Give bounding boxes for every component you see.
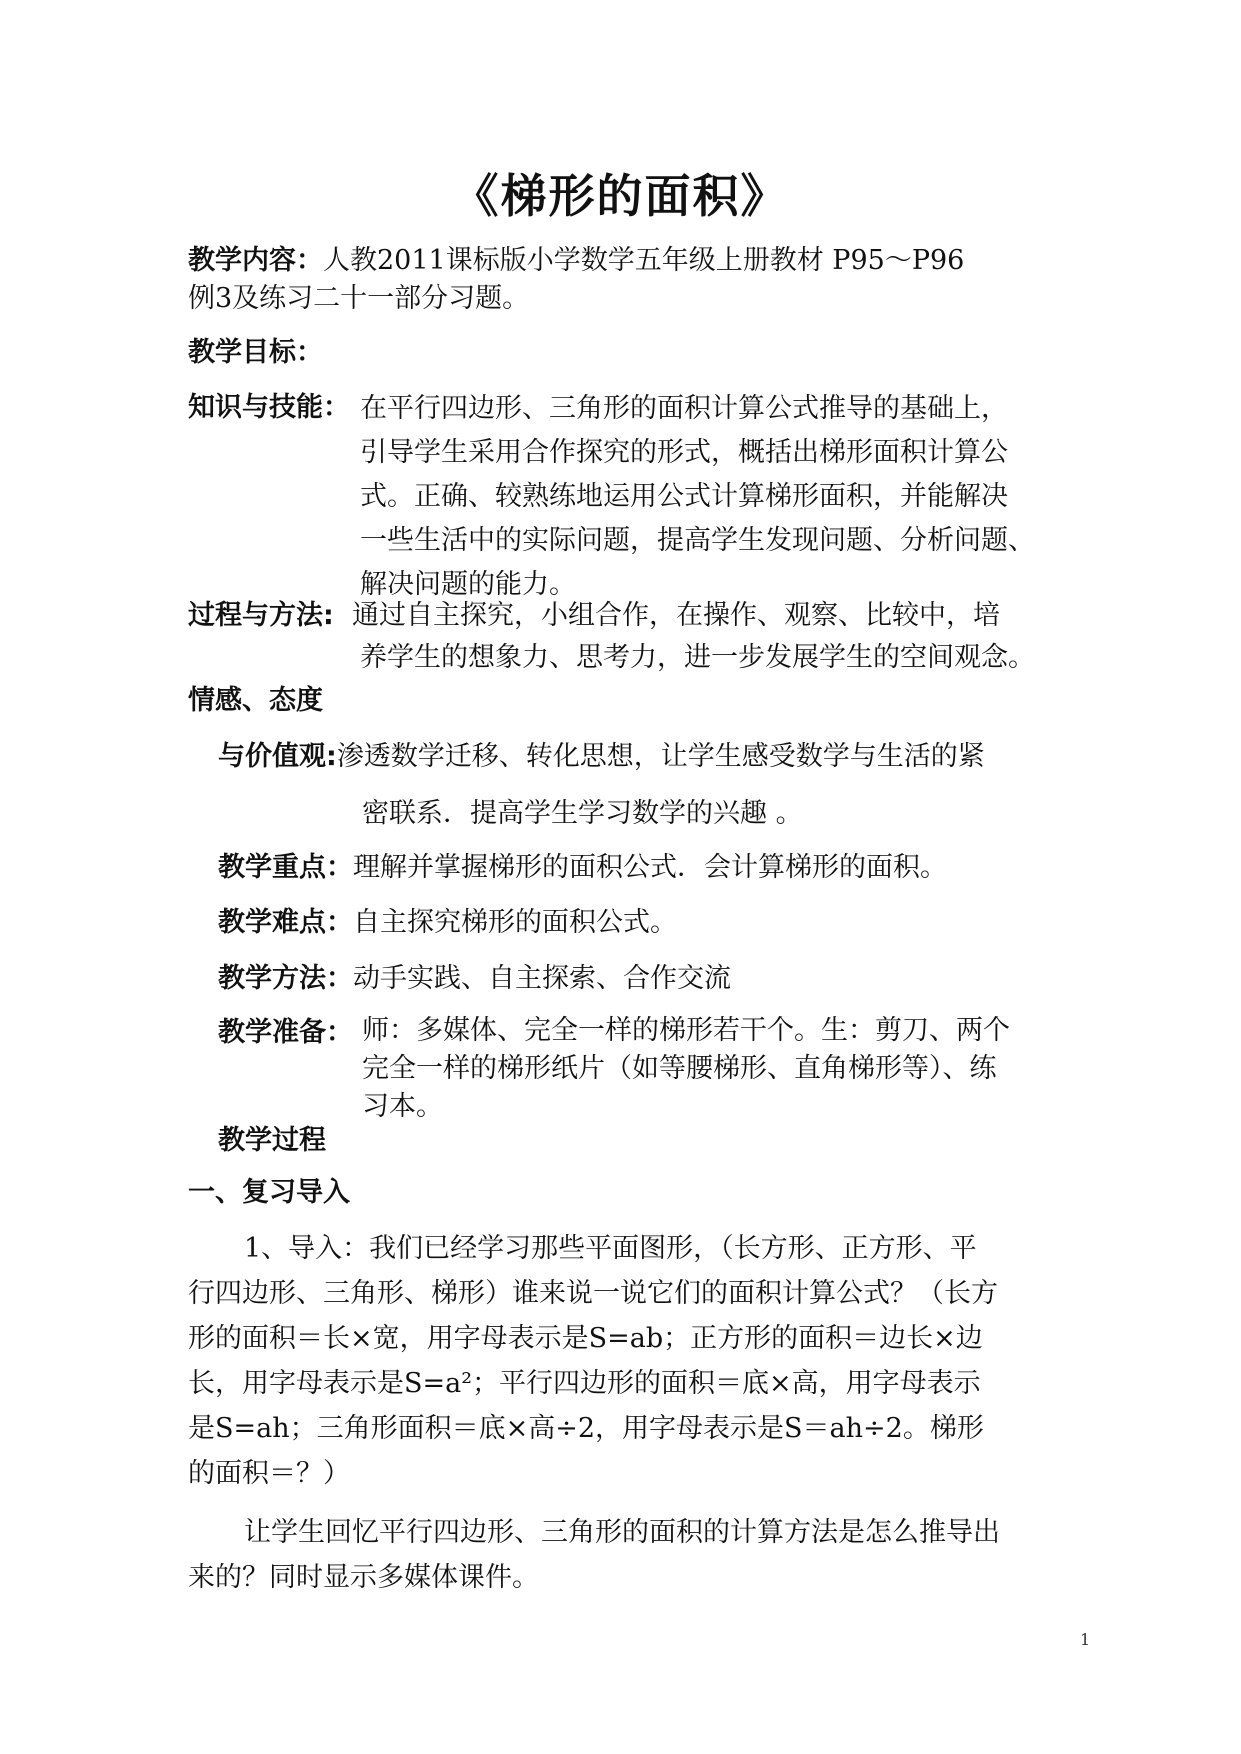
process-label: 过程与方法: — [188, 600, 334, 631]
preparation-label: 教学准备： — [218, 1017, 353, 1048]
method-label: 教学方法： — [218, 963, 353, 994]
key-point-text: 理解并掌握梯形的面积公式．会计算梯形的面积。 — [353, 852, 947, 883]
paragraph-1-line: 1、导入：我们已经学习那些平面图形，（长方形、正方形、平 — [244, 1233, 977, 1264]
paragraph-2-line: 来的？同时显示多媒体课件。 — [188, 1562, 539, 1593]
key-point-label: 教学重点： — [218, 852, 353, 883]
difficulty — [218, 902, 677, 944]
method — [218, 958, 731, 1000]
paragraph-1 — [188, 1226, 1068, 1496]
key-point — [218, 847, 947, 889]
objectives-heading: 教学目标： — [188, 337, 323, 368]
difficulty-label: 教学难点： — [218, 907, 353, 938]
process-line: 通过自主探究，小组合作，在操作、观察、比较中，培 — [352, 600, 1000, 631]
teaching-content — [188, 240, 964, 282]
preparation-line: 习本。 — [362, 1091, 443, 1122]
emotion-line2: 密联系．提高学生学习数学的兴趣 。 — [362, 798, 803, 829]
knowledge-line: 解决问题的能力。 — [360, 569, 576, 600]
emotion-row — [218, 736, 985, 778]
knowledge-text — [360, 387, 1035, 607]
process-line: 养学生的想象力、思考力，进一步发展学生的空间观念。 — [360, 642, 1035, 673]
section1-heading: 一、复习导入 — [188, 1177, 350, 1208]
paragraph-1-line: 长，用字母表示是S=a²；平行四边形的面积＝底×高，用字母表示 — [188, 1368, 981, 1399]
document-title: 《梯形的面积》 — [452, 169, 789, 223]
preparation-line: 师：多媒体、完全一样的梯形若干个。生：剪刀、两个 — [362, 1015, 1010, 1046]
knowledge-line: 引导学生采用合作探究的形式，概括出梯形面积计算公 — [360, 437, 1008, 468]
paragraph-2 — [188, 1510, 1068, 1600]
preparation-line: 完全一样的梯形纸片（如等腰梯形、直角梯形等）、练 — [362, 1053, 997, 1084]
paragraph-1-line: 是S=ah；三角形面积＝底×高÷2，用字母表示是S＝ah÷2。梯形 — [188, 1413, 984, 1444]
paragraph-2-line: 让学生回忆平行四边形、三角形的面积的计算方法是怎么推导出 — [244, 1517, 1000, 1548]
emotion-line1: 渗透数学迁移、转化思想，让学生感受数学与生活的紧 — [336, 741, 985, 772]
knowledge-line: 式。正确、较熟练地运用公式计算梯形面积，并能解决 — [360, 481, 1008, 512]
knowledge-line: 在平行四边形、三角形的面积计算公式推导的基础上， — [360, 393, 1008, 424]
emotion-label: 与价值观: — [218, 741, 337, 772]
paragraph-1-line: 行四边形、三角形、梯形）谁来说一说它们的面积计算公式？（长方 — [188, 1278, 998, 1309]
difficulty-text: 自主探究梯形的面积公式。 — [353, 907, 677, 938]
page-number: 1 — [1080, 1630, 1091, 1649]
teaching-content-line2: 例3及练习二十一部分习题。 — [188, 283, 530, 314]
knowledge-line: 一些生活中的实际问题，提高学生发现问题、分析问题、 — [360, 525, 1035, 556]
teaching-content-label: 教学内容： — [188, 245, 323, 276]
process-heading: 教学过程 — [218, 1125, 326, 1156]
knowledge-label: 知识与技能： — [188, 392, 350, 423]
method-text: 动手实践、自主探索、合作交流 — [353, 963, 731, 994]
teaching-content-line1: 人教2011课标版小学数学五年级上册教材 P95～P96 — [323, 245, 965, 276]
emotion-heading: 情感、态度 — [188, 685, 323, 716]
paragraph-1-line: 的面积＝？） — [188, 1458, 350, 1489]
paragraph-1-line: 形的面积＝长×宽，用字母表示是S=ab；正方形的面积＝边长×边 — [188, 1323, 983, 1354]
preparation-text — [362, 1012, 1010, 1126]
process-text — [352, 595, 1035, 679]
